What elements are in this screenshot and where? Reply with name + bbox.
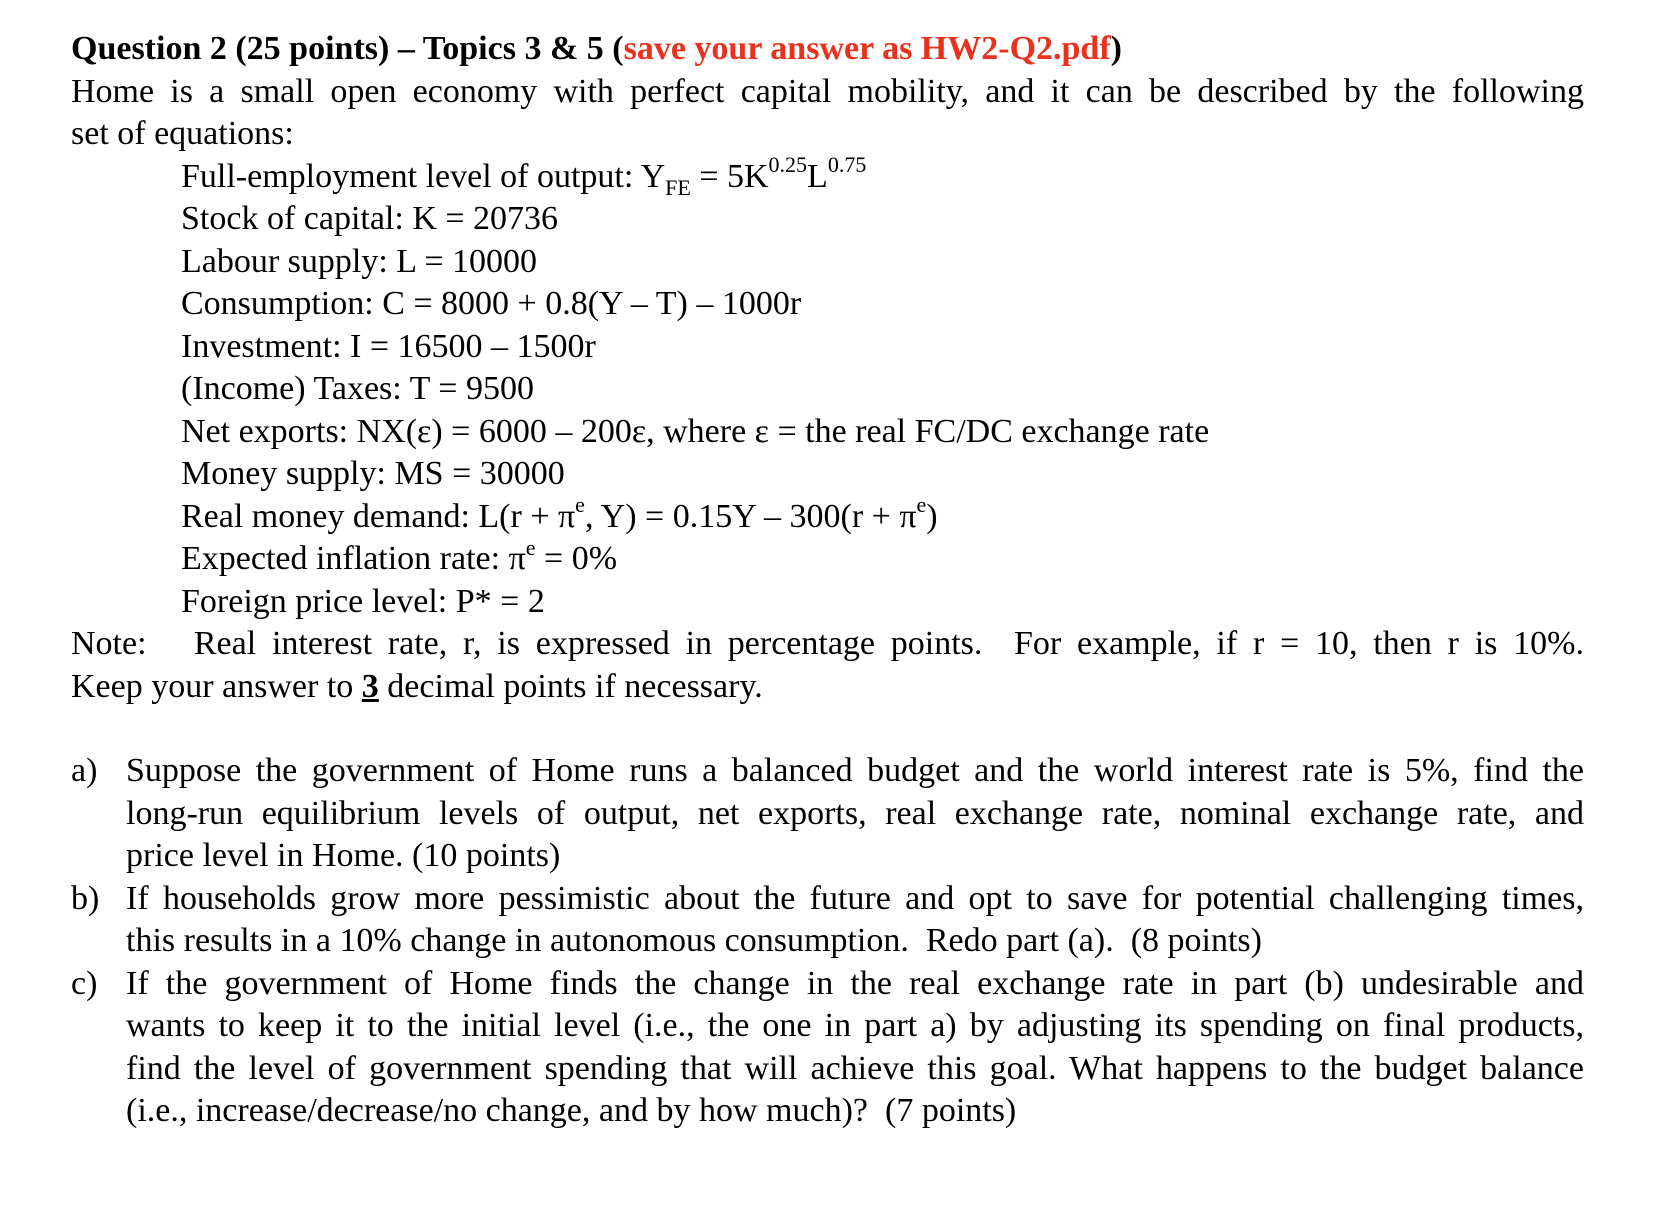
part-a: a) Suppose the government of Home runs a balanced budget and the world interest rate is 5%, find the long-run equilibrium levels of output, net exports, real exchange rate, nominal exchange rate, and price level in Home. (10 points) [71, 750, 1584, 878]
part-c: c) If the government of Home finds the change in the real exchange rate in part (b) undesirable and wants to keep it to the initial level (i.e., the one in part a) by adjusting its spending on final products, find the level of government spending that will achieve this goal. What happens to the budget balance (i.e., increase/decrease/no change, and by how much)? (7 points) [71, 963, 1584, 1133]
intro-line-2: set of equations: [71, 115, 294, 152]
part-label: c) [71, 964, 98, 1002]
part-label: b) [71, 879, 100, 917]
equation-consumption: Consumption: C = 8000 + 0.8(Y – T) – 1000r [181, 285, 802, 322]
part-b: b) If households grow more pessimistic about the future and opt to save for potential challenging times, this results in a 10% change in autonomous consumption. Redo part (a). (8 points) [71, 878, 1584, 963]
equation-foreign-price: Foreign price level: P* = 2 [181, 582, 545, 620]
equation-full-employment: Full-employment level of output: $Y_{FE} = 5K^{0.25}L^{0.75}$ [181, 152, 867, 200]
equation-labour: Labour supply: L = 10000 [181, 242, 537, 280]
equation-taxes: (Income) Taxes: T = 9500 [181, 370, 534, 407]
equation-money-demand: Real money demand: $L(r + \pi^e$, $Y) = 0.15Y - 300(r + \pi^e)$ [181, 492, 938, 535]
equation-investment: Investment: I = 16500 – 1500r [181, 327, 596, 365]
equation-money-supply: Money supply: MS = 30000 [181, 455, 565, 492]
equation-list [181, 152, 1584, 624]
equation-expected-inflation: Expected inflation rate: $\pi^e = 0\%$ [181, 534, 618, 577]
note-line-1: Note: Real interest rate, r, is expressed in percentage points. For example, if r = 10, then r is 10%. [71, 625, 1584, 662]
intro-line-1: Home is a small open economy with perfect capital mobility, and it can be described by the following [71, 72, 1584, 110]
save-instruction: save your answer as HW2-Q2.pdf [623, 30, 1111, 67]
question-title: Question 2 (25 points) – Topics 3 & 5 (save your answer as HW2-Q2.pdf) [71, 30, 1122, 67]
equation-net-exports: Net exports: NX(ε) = 6000 – 200ε, where ε = the real FC/DC exchange rate [181, 412, 1210, 450]
part-label: a) [71, 752, 98, 789]
question-parts [71, 750, 1584, 1133]
note-line-2: Keep your answer to 3 decimal points if necessary. [71, 667, 763, 705]
equation-capital: Stock of capital: K = 20736 [181, 200, 559, 237]
